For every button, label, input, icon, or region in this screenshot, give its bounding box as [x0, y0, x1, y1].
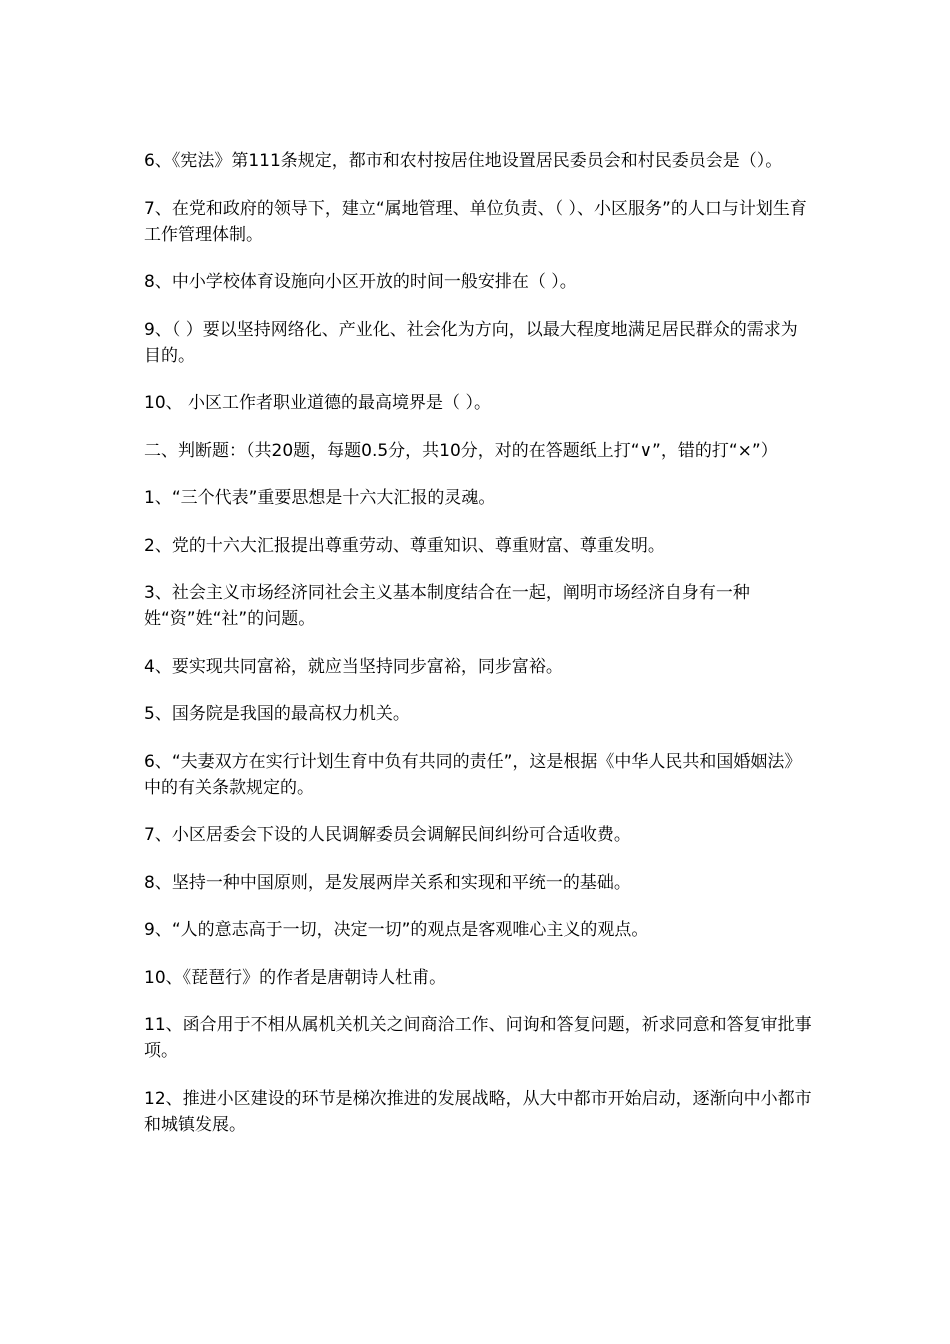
judgement-item-2: 2、党的十六大汇报提出尊重劳动、尊重知识、尊重财富、尊重发明。 [144, 535, 665, 556]
question-8-fill: 8、中小学校体育设施向小区开放的时间一般安排在（ ）。 [144, 272, 577, 292]
section-heading-judgement: 二、判断题：（共20题，每题0.5分，共10分，对的在答题纸上打“∨”，错的打“×”） [144, 440, 778, 461]
judgement-item-11: 11、函合用于不相从属机关机关之间商洽工作、问询和答复问题，祈求同意和答复审批事项。 [144, 1015, 812, 1061]
judgement-item-12: 12、推进小区建设的环节是梯次推进的发展战略，从大中都市开始启动，逐渐向中小都市和城镇发展。 [144, 1088, 812, 1135]
judgement-item-8: 8、坚持一种中国原则，是发展两岸关系和实现和平统一的基础。 [144, 872, 631, 893]
judgement-item-4: 4、要实现共同富裕，就应当坚持同步富裕，同步富裕。 [144, 656, 563, 677]
question-6-fill: 6、《宪法》第111条规定，都市和农村按居住地设置居民委员会和村民委员会是（）。 [144, 151, 783, 171]
question-7-fill: 7、在党和政府的领导下，建立“属地管理、单位负责、（ ）、小区服务”的人口与计划生育工作管理体制。 [144, 198, 807, 245]
judgement-item-9: 9、“人的意志高于一切，决定一切”的观点是客观唯心主义的观点。 [144, 920, 649, 940]
judgement-item-7: 7、小区居委会下设的人民调解委员会调解民间纠纷可合适收费。 [144, 825, 631, 845]
judgement-item-5: 5、国务院是我国的最高权力机关。 [144, 704, 410, 724]
judgement-item-10: 10、《琵琶行》的作者是唐朝诗人杜甫。 [144, 967, 447, 988]
judgement-item-3: 3、社会主义市场经济同社会主义基本制度结合在一起，阐明市场经济自身有一种姓“资”姓“社”的问题。 [144, 583, 750, 629]
question-9-fill: 9、（ ）要以坚持网络化、产业化、社会化为方向，以最大程度地满足居民群众的需求为目的。 [144, 319, 798, 366]
judgement-item-6: 6、“夫妻双方在实行计划生育中负有共同的责任”，这是根据《中华人民共和国婚姻法》中的有关条款规定的。 [144, 751, 802, 798]
judgement-item-1: 1、“三个代表”重要思想是十六大汇报的灵魂。 [144, 488, 496, 508]
document-page [144, 148, 814, 1159]
question-10-fill: 10、 小区工作者职业道德的最高境界是（ ）。 [144, 393, 491, 413]
